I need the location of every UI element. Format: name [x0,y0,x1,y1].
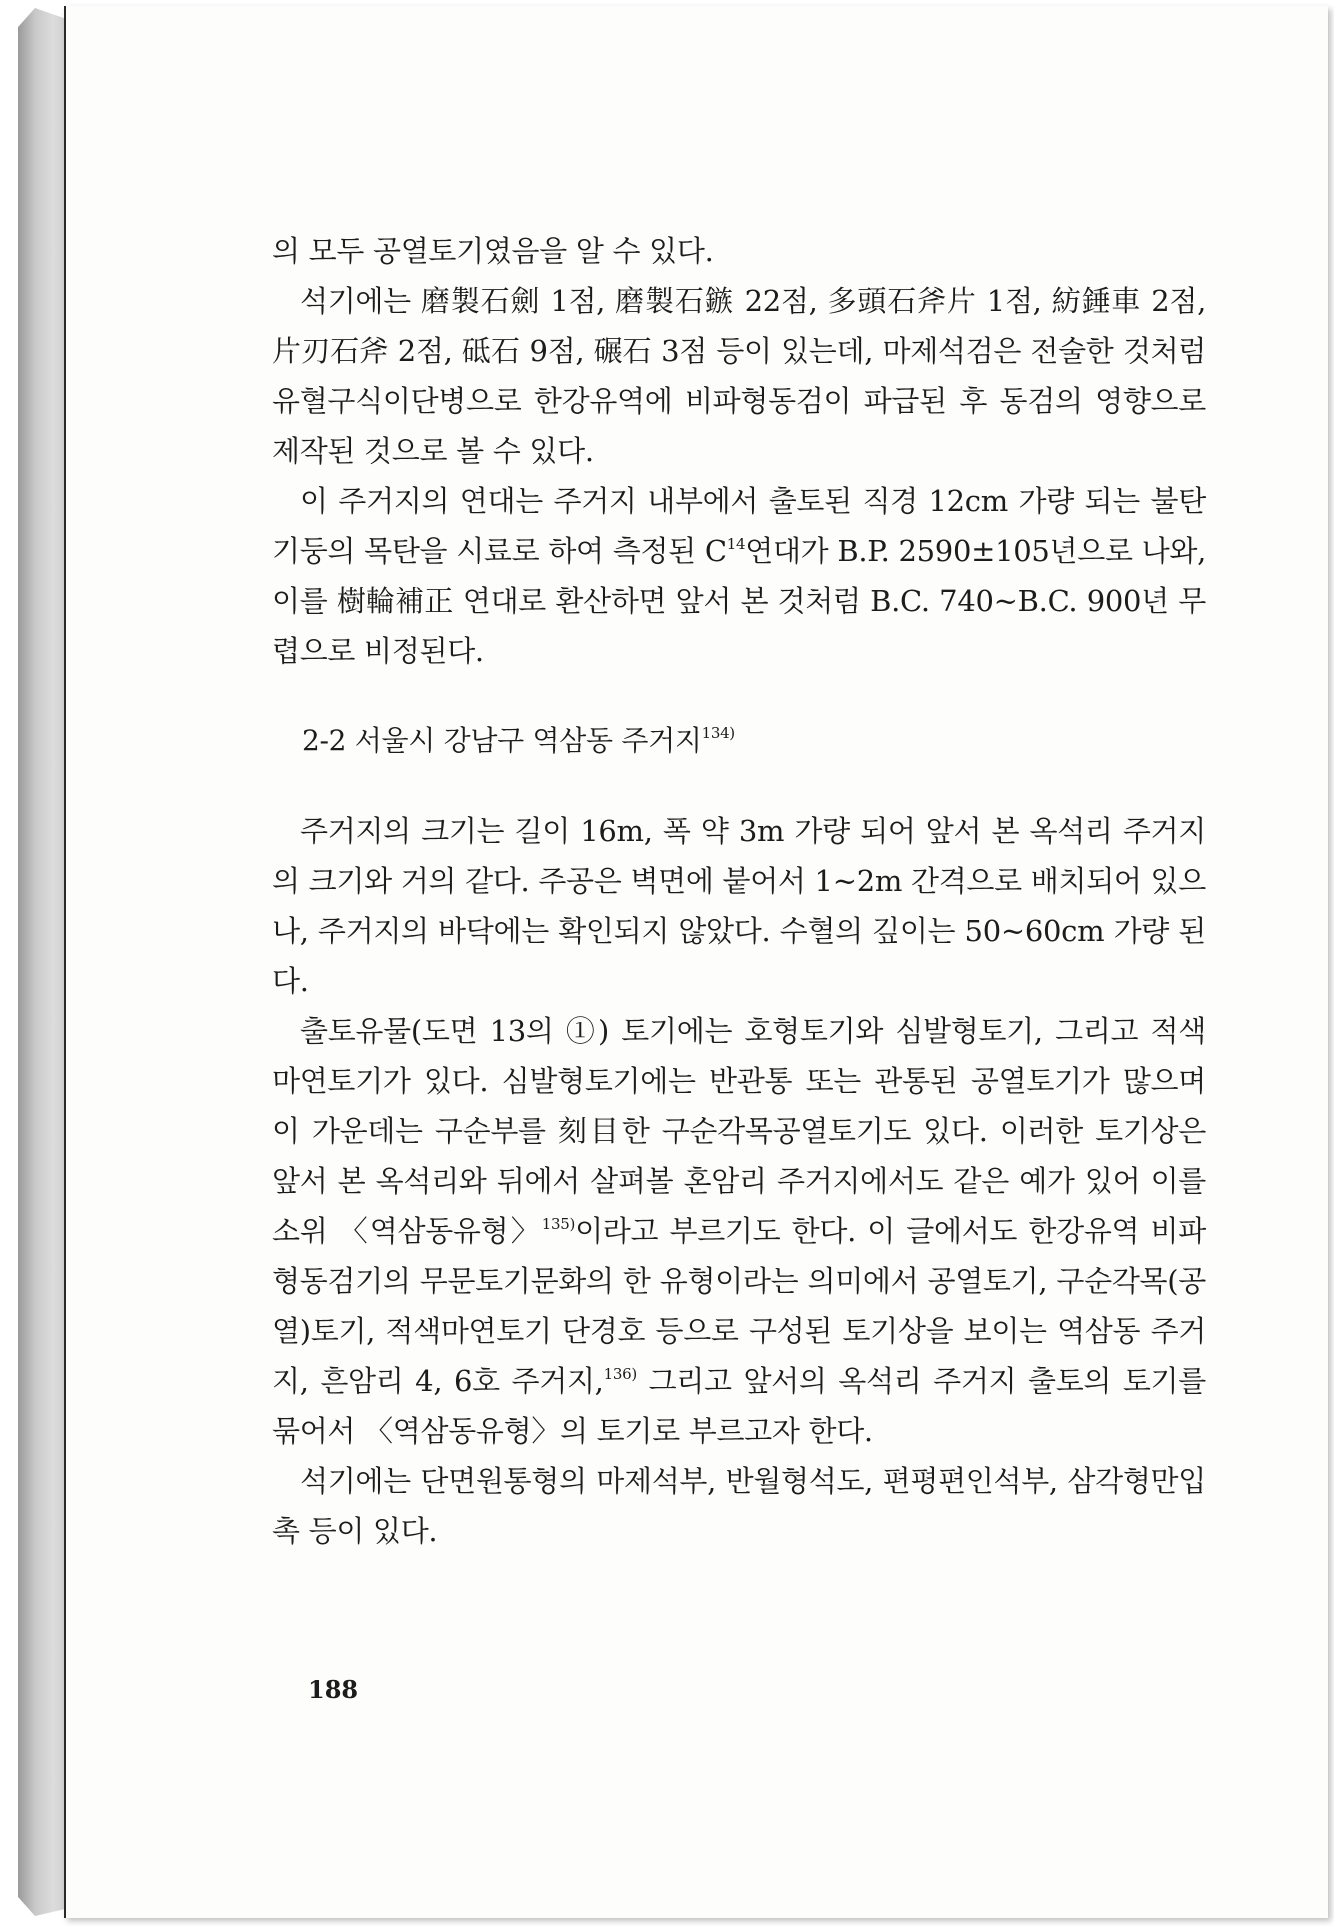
isotope-superscript: 14 [726,535,746,553]
footnote-ref-134: 134) [701,724,735,742]
paragraph-1: 의 모두 공열토기였음을 알 수 있다. [272,234,714,268]
footnote-ref-136: 136) [603,1365,637,1383]
paragraph-5-part-a: 출토유물(도면 13의 ①) 토기에는 호형토기와 심발형토기, 그리고 적색마연토기가 있다. 심발형토기에는 반관통 또는 관통된 공열토기가 많으며 이 가운데는 구순부를 刻目한 구순각목공열토기도 있다. 이러한 토기상은 앞서 본 옥석리와 뒤에서 살펴볼 혼암리 주거지에서도 같은 예가 있어 이를 소위 〈역삼동유형〉 [272,1014,1206,1248]
paragraph-5-part-c: 그리고 앞서의 옥석리 주거지 출토의 토기를 묶어서 〈역삼동유형〉의 토기로 부르고자 한다. [272,1364,1206,1448]
paragraph-5 [272,1006,1206,1456]
footnote-ref-135: 135) [541,1215,576,1233]
page-number: 188 [308,1675,359,1704]
paragraph-2: 석기에는 磨製石劍 1점, 磨製石鏃 22점, 多頭石斧片 1점, 紡錘車 2점, 片刃石斧 2점, 砥石 9점, 碾石 3점 등이 있는데, 마제석검은 전술한 것처럼 유혈구식이단병으로 한강유역에 비파형동검이 파급된 후 동검의 영향으로 제작된 것으로 볼 수 있다. [272,284,1206,468]
paragraph-4: 주거지의 크기는 길이 16m, 폭 약 3m 가량 되어 앞서 본 옥석리 주거지의 크기와 거의 같다. 주공은 벽면에 붙어서 1~2m 간격으로 배치되어 있으나, 주거지의 바닥에는 확인되지 않았다. 수혈의 깊이는 50~60cm 가량 된다. [272,814,1206,998]
body-text [272,226,1206,1556]
paragraph-3-part-a: 이 주거지의 연대는 주거지 내부에서 출토된 직경 12cm 가량 되는 불탄 기둥의 목탄을 시료로 하여 측정된 C [272,484,1206,568]
paragraph-6: 석기에는 단면원통형의 마제석부, 반월형석도, 편평편인석부, 삼각형만입촉 등이 있다. [272,1464,1206,1548]
paragraph-3 [272,476,1206,676]
section-heading-text: 2-2 서울시 강남구 역삼동 주거지 [302,724,702,757]
page-edge [18,8,68,1916]
paragraph-5-part-b: 이라고 부르기도 한다. 이 글에서도 한강유역 비파형동검기의 무문토기문화의 한 유형이라는 의미에서 공열토기, 구순각목(공열)토기, 적색마연토기 단경호 등으로 구성된 토기상을 보이는 역삼동 주거지, 흔암리 4, 6호 주거지, [272,1214,1206,1398]
paragraph-3-part-b: 연대가 B.P. 2590±105년으로 나와, 이를 樹輪補正 연대로 환산하면 앞서 본 것처럼 B.C. 740~B.C. 900년 무렵으로 비정된다. [272,534,1207,668]
section-heading [272,716,1206,766]
